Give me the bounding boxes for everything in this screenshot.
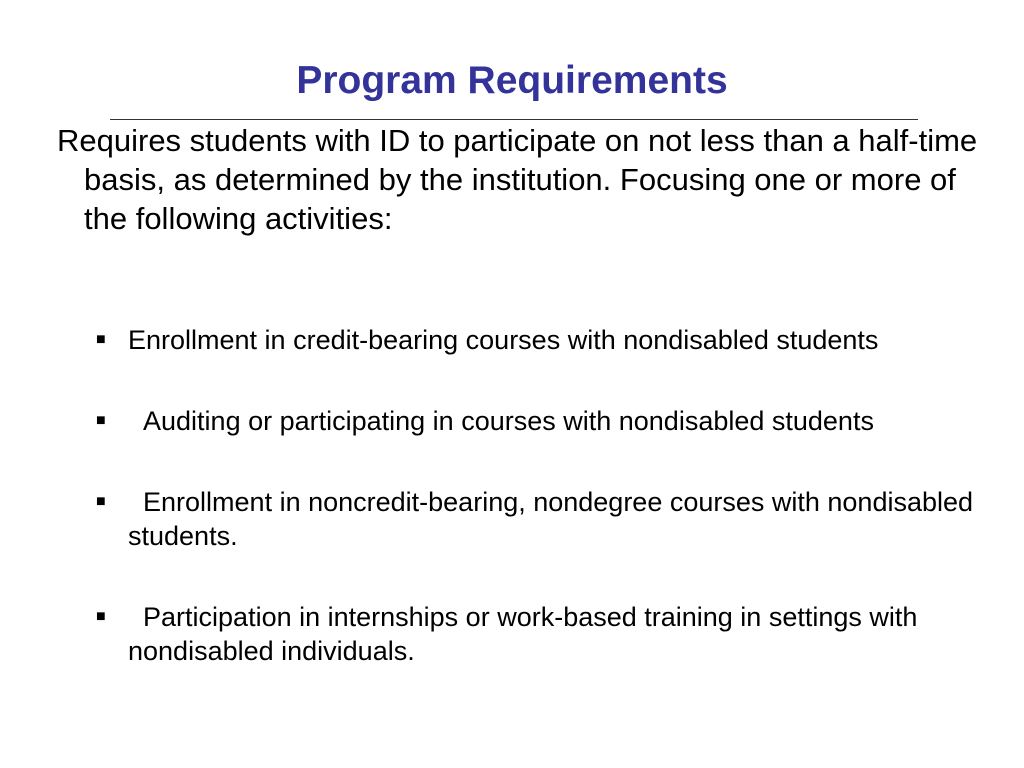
intro-paragraph: Requires students with ID to participate on not less than a half-time basis, as determined by the institution. Focusing one or more of the following activities: xyxy=(57,123,978,236)
bullet-item xyxy=(96,323,976,357)
bullet-text: Enrollment in credit-bearing courses with nondisabled students xyxy=(128,325,879,355)
bullet-item xyxy=(96,600,976,668)
bullet-list xyxy=(96,323,981,715)
title-divider xyxy=(110,119,918,120)
bullet-item xyxy=(96,485,981,553)
bullet-item xyxy=(96,404,976,438)
bullet-text: Participation in internships or work-based training in settings with nondisabled individuals. xyxy=(128,602,925,666)
square-bullet-icon: ■ xyxy=(96,493,106,510)
square-bullet-icon: ■ xyxy=(96,412,106,429)
slide-title: Program Requirements xyxy=(296,59,728,102)
bullet-text: Auditing or participating in courses with nondisabled students xyxy=(128,406,874,436)
square-bullet-icon: ■ xyxy=(96,608,106,625)
square-bullet-icon: ■ xyxy=(96,331,106,348)
bullet-text: Enrollment in noncredit-bearing, nondegree courses with nondisabled students. xyxy=(128,487,981,551)
